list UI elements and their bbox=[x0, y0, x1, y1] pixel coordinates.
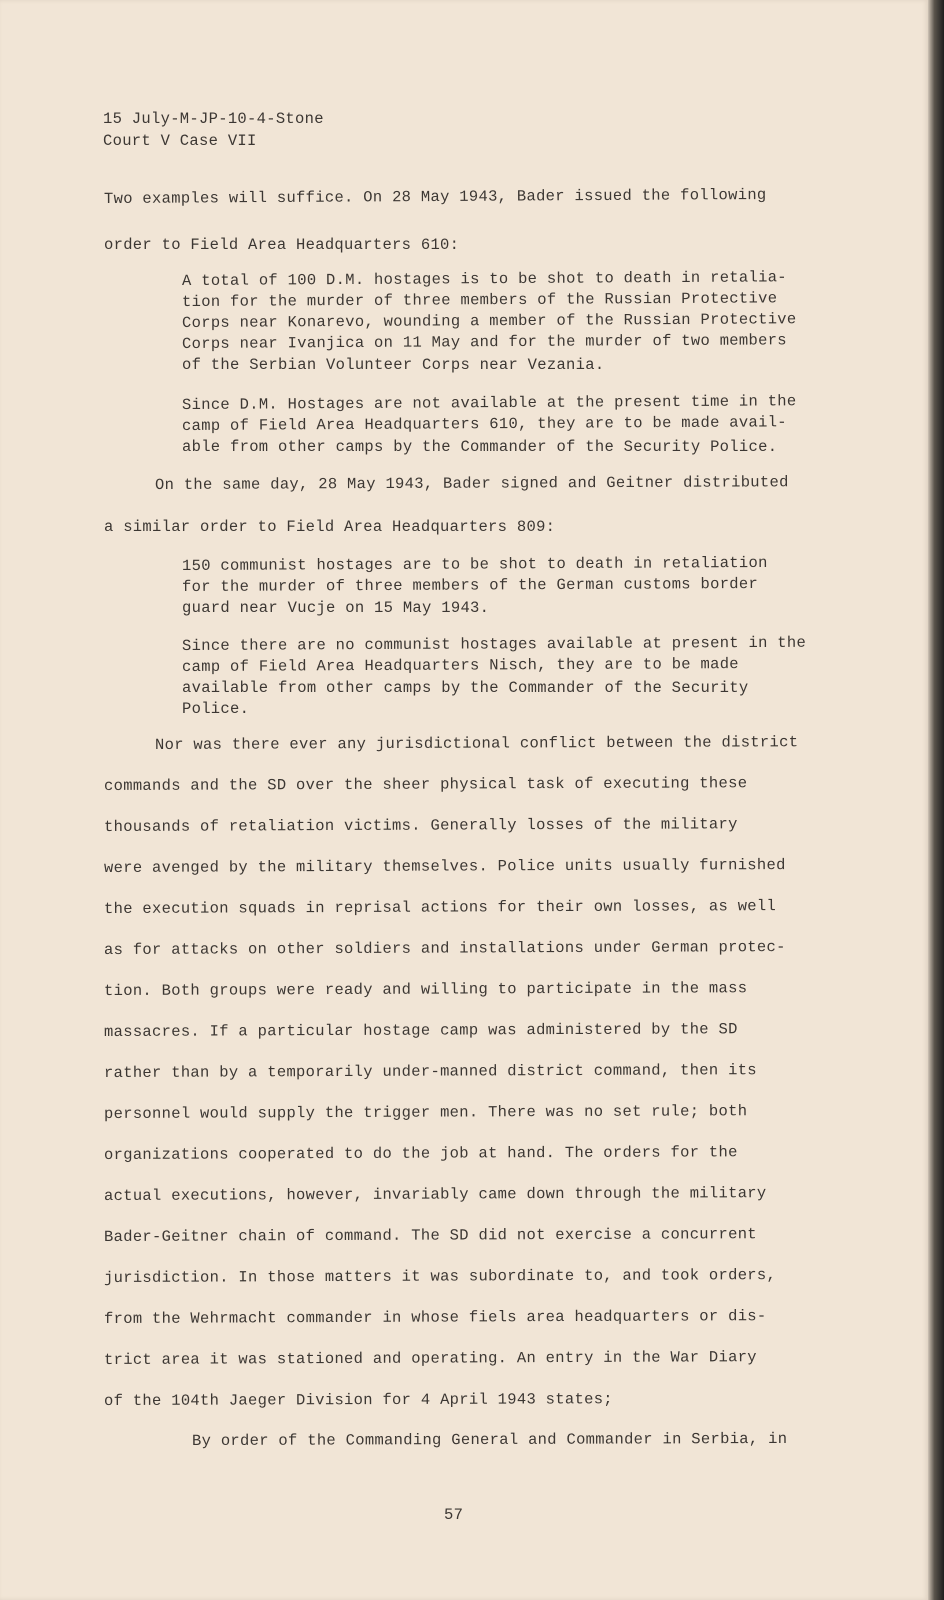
body-line: massacres. If a particular hostage camp was administered by the SD bbox=[103, 1020, 738, 1041]
body-line: tion. Both groups were ready and willing to participate in the mass bbox=[103, 979, 748, 1000]
body-line: Bader-Geitner chain of command. The SD did not exercise a concurrent bbox=[103, 1225, 757, 1246]
page-number: 57 bbox=[444, 1506, 464, 1524]
quote-line: Since D.M. Hostages are not available at the present time in the bbox=[181, 392, 797, 414]
quote-line: for the murder of three members of the German customs border bbox=[181, 574, 759, 596]
header-line-1: 15 July-M-JP-10-4-Stone bbox=[103, 110, 324, 128]
quote-line: guard near Vucje on 15 May 1943. bbox=[182, 599, 490, 617]
quote-line: Since there are no communist hostages available at present in the bbox=[181, 633, 807, 655]
body-line: By order of the Commanding General and Commander in Serbia, in bbox=[191, 1429, 788, 1450]
quote-line: of the Serbian Volunteer Corps near Vezania. bbox=[182, 356, 605, 374]
quote-line: available from other camps by the Commander of the Security bbox=[182, 679, 749, 697]
body-line: order to Field Area Headquarters 610: bbox=[104, 236, 460, 254]
body-line: a similar order to Field Area Headquarters 809: bbox=[104, 518, 556, 536]
body-line: jurisdiction. In those matters it was subordinate to, and took orders, bbox=[103, 1266, 777, 1287]
body-line: trict area it was stationed and operating. An entry in the War Diary bbox=[103, 1348, 757, 1369]
body-line: the execution squads in reprisal actions for their own losses, as well bbox=[103, 897, 777, 918]
body-line: from the Wehrmacht commander in whose fiels area headquarters or dis- bbox=[103, 1307, 767, 1328]
body-line: personnel would supply the trigger men. There was no set rule; both bbox=[103, 1102, 748, 1123]
header-line-2: Court V Case VII bbox=[103, 132, 257, 150]
quote-line: Corps near Konarevo, wounding a member of the Russian Protective bbox=[181, 310, 797, 332]
quote-line: camp of Field Area Headquarters Nisch, they are to be made bbox=[181, 655, 739, 676]
quote-line: tion for the murder of three members of the Russian Protective bbox=[181, 289, 778, 311]
body-line: Nor was there ever any jurisdictional conflict between the district bbox=[154, 733, 799, 754]
body-line: Two examples will suffice. On 28 May 1943, Bader issued the following bbox=[103, 185, 767, 208]
quote-line: camp of Field Area Headquarters 610, they are to be made avail- bbox=[181, 413, 787, 435]
body-line: organizations cooperated to do the job at hand. The orders for the bbox=[103, 1143, 738, 1164]
body-line: rather than by a temporarily under-manned district command, then its bbox=[103, 1061, 757, 1082]
body-line: as for attacks on other soldiers and installations under German protec- bbox=[103, 938, 786, 959]
body-line: of the 104th Jaeger Division for 4 April 1943 states; bbox=[103, 1390, 613, 1410]
quote-line: A total of 100 D.M. hostages is to be shot to death in retalia- bbox=[181, 268, 787, 290]
body-line: commands and the SD over the sheer physical task of executing these bbox=[103, 774, 748, 795]
quote-line: Corps near Ivanjica on 11 May and for the murder of two members bbox=[181, 331, 787, 353]
quote-line: 150 communist hostages are to be shot to death in retaliation bbox=[181, 553, 768, 575]
body-line: thousands of retaliation victims. Generally losses of the military bbox=[103, 815, 738, 836]
scan-edge bbox=[928, 0, 944, 1600]
quote-line: Police. bbox=[182, 700, 250, 718]
body-line: actual executions, however, invariably came down through the military bbox=[103, 1184, 767, 1205]
body-line: On the same day, 28 May 1943, Bader signed and Geitner distributed bbox=[154, 473, 789, 494]
quote-line: able from other camps by the Commander of the Security Police. bbox=[182, 438, 778, 456]
body-line: were avenged by the military themselves. Police units usually furnished bbox=[103, 856, 786, 877]
